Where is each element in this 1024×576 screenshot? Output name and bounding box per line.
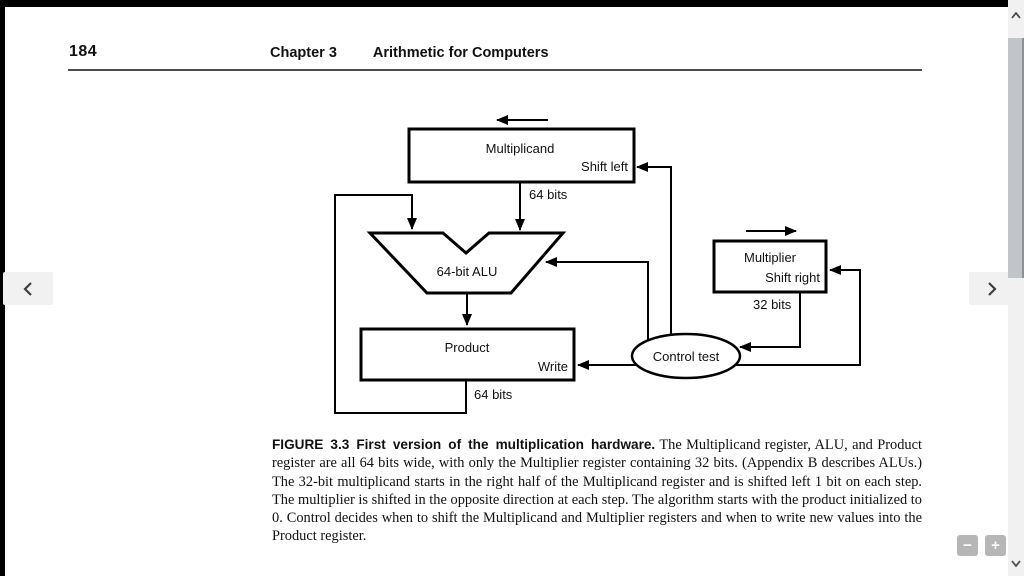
alu-label: 64-bit ALU bbox=[436, 264, 498, 279]
chevron-down-icon bbox=[1011, 560, 1021, 567]
figure-caption-body: The Multiplicand register, ALU, and Product register are all 64 bits wide, with only the Multiplier register containing 32 bits. (Appendix B describes ALUs.) The 32-bit multiplicand starts in the right half of the Multiplicand register and is shifted left 1 bit on each step. The multiplier is shifted in the opposite direction at each step. The algorithm starts with the product initialized to 0. Control decides when to shift the Multiplicand and Multiplier registers and when to write new values into the Product register. bbox=[272, 437, 922, 545]
chevron-right-icon bbox=[986, 281, 998, 297]
product-width-label: 64 bits bbox=[474, 387, 513, 402]
control-to-shift-left-wire bbox=[637, 167, 671, 337]
chapter-label: Chapter 3 bbox=[270, 45, 337, 61]
scroll-up-button[interactable] bbox=[1008, 5, 1024, 25]
page-number: 184 bbox=[69, 43, 98, 60]
control-test-label: Control test bbox=[652, 349, 720, 364]
product-label: Product bbox=[444, 340, 490, 355]
scroll-down-button[interactable] bbox=[1008, 553, 1024, 573]
alu-shape bbox=[370, 233, 563, 293]
chevron-left-icon bbox=[22, 281, 34, 297]
multiplier-label: Multiplier bbox=[743, 250, 797, 265]
figure-caption-lead: FIGURE 3.3 First version of the multiplication hardware. bbox=[272, 437, 656, 452]
multiplier-shift-right-label: Shift right bbox=[765, 270, 820, 285]
figure-caption bbox=[272, 436, 922, 546]
multiplier-width-label: 32 bits bbox=[753, 297, 792, 312]
zoom-in-button[interactable]: + bbox=[985, 535, 1006, 556]
previous-page-button[interactable] bbox=[3, 272, 53, 305]
chapter-title: Arithmetic for Computers bbox=[372, 45, 549, 61]
chevron-up-icon bbox=[1011, 12, 1021, 19]
scrollbar-thumb[interactable] bbox=[1008, 38, 1024, 278]
product-write-label: Write bbox=[537, 359, 568, 374]
multiplicand-width-label: 64 bits bbox=[529, 187, 568, 202]
zoom-out-button[interactable]: − bbox=[957, 535, 978, 556]
multiplicand-shift-left-label: Shift left bbox=[581, 159, 628, 174]
multiplicand-label: Multiplicand bbox=[485, 141, 555, 156]
